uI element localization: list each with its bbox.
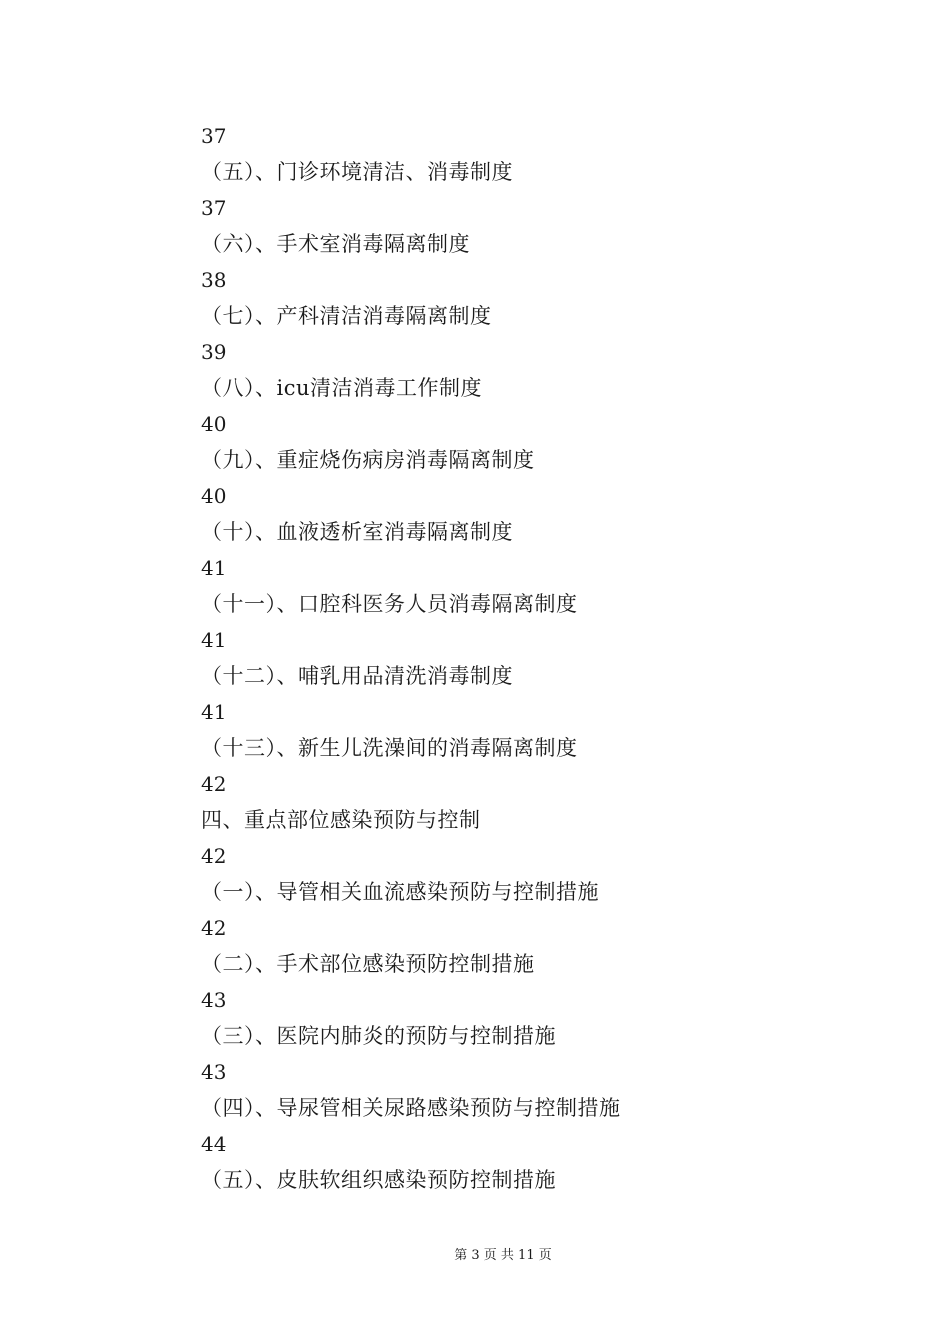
toc-section-heading: 四、重点部位感染预防与控制 xyxy=(201,808,481,832)
toc-page-number: 43 xyxy=(201,1060,227,1084)
toc-page-number: 44 xyxy=(201,1132,227,1156)
toc-entry: （二）、手术部位感染预防控制措施 xyxy=(201,952,535,976)
toc-page-number: 41 xyxy=(201,700,227,724)
toc-page-number: 37 xyxy=(201,124,227,148)
toc-page-number: 40 xyxy=(201,484,227,508)
toc-page-number: 42 xyxy=(201,772,227,796)
toc-page-number: 39 xyxy=(201,340,227,364)
toc-entry: （十）、血液透析室消毒隔离制度 xyxy=(201,520,513,544)
toc-page-number: 43 xyxy=(201,988,227,1012)
toc-page-number: 41 xyxy=(201,556,227,580)
toc-entry: （十一）、口腔科医务人员消毒隔离制度 xyxy=(201,592,578,616)
toc-entry: （十三）、新生儿洗澡间的消毒隔离制度 xyxy=(201,736,578,760)
toc-page-number: 40 xyxy=(201,412,227,436)
toc-page-number: 42 xyxy=(201,916,227,940)
toc-page-number: 42 xyxy=(201,844,227,868)
toc-entry: （七）、产科清洁消毒隔离制度 xyxy=(201,304,492,328)
toc-page-number: 38 xyxy=(201,268,227,292)
toc-entry: （三）、医院内肺炎的预防与控制措施 xyxy=(201,1024,556,1048)
toc-entry: （五）、门诊环境清洁、消毒制度 xyxy=(201,160,513,184)
toc-page-number: 37 xyxy=(201,196,227,220)
toc-entry: （九）、重症烧伤病房消毒隔离制度 xyxy=(201,448,535,472)
toc-entry: （一）、导管相关血流感染预防与控制措施 xyxy=(201,880,599,904)
page-number-label: 第 3 页 共 11 页 xyxy=(454,1248,552,1263)
toc-list xyxy=(201,118,821,1198)
toc-page-number: 41 xyxy=(201,628,227,652)
toc-entry: （五）、皮肤软组织感染预防控制措施 xyxy=(201,1168,556,1192)
toc-entry: （十二）、哺乳用品清洗消毒制度 xyxy=(201,664,513,688)
toc-entry: （四）、导尿管相关尿路感染预防与控制措施 xyxy=(201,1096,621,1120)
page-footer xyxy=(0,1247,950,1265)
toc-entry: （八）、icu清洁消毒工作制度 xyxy=(201,376,483,400)
toc-entry: （六）、手术室消毒隔离制度 xyxy=(201,232,470,256)
